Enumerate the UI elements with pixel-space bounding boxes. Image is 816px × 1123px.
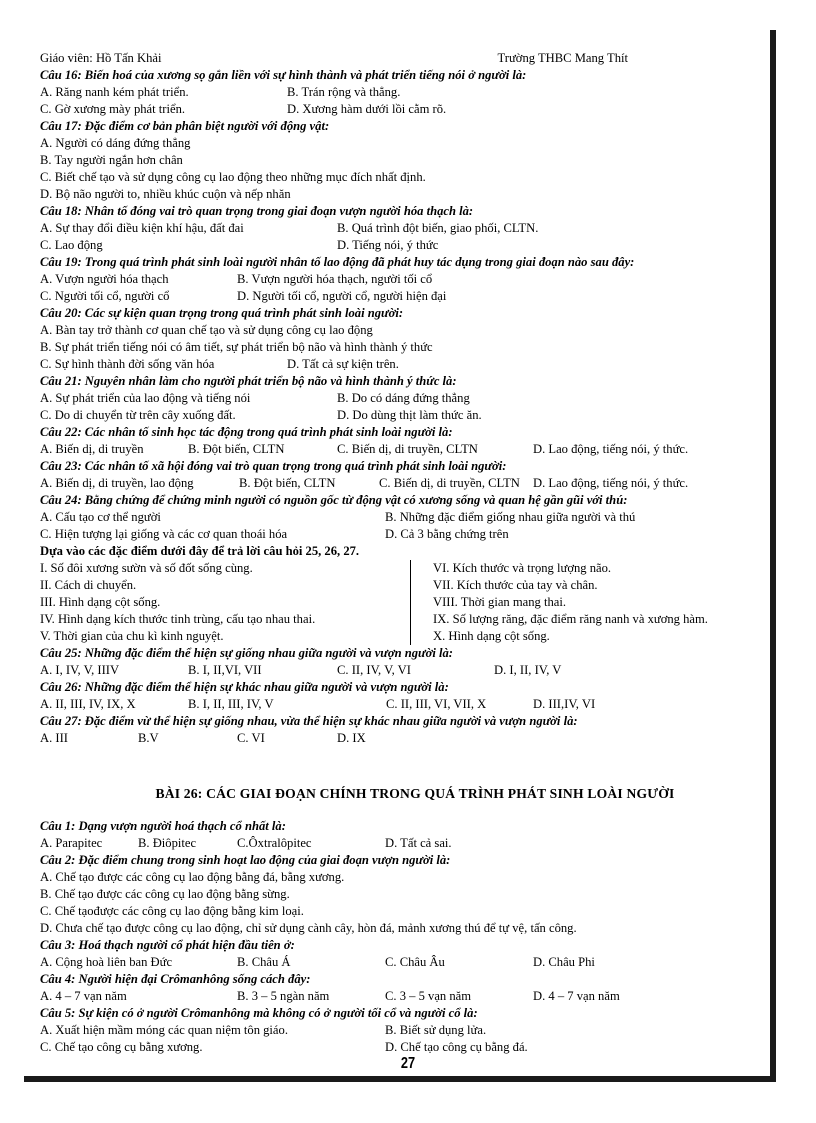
answer-row [40, 339, 770, 356]
answer-option: C. Chế tạođược các công cụ lao động bằng kim loại. [40, 904, 304, 918]
answer-option: C.Ôxtralôpitec [237, 836, 312, 850]
answer-option: A. I, IV, V, IIIV [40, 663, 120, 677]
answer-option: A. Người có dáng đứng thẳng [40, 136, 191, 150]
question-stem: Câu 20: Các sự kiện quan trọng trong quá trình phát sinh loài người: [40, 306, 404, 320]
answer-option: C. Sự hình thành đời sống văn hóa [40, 357, 215, 371]
question-stem: Câu 26: Những đặc điểm thể hiện sự khác nhau giữa người và vượn người là: [40, 680, 449, 694]
feature-item: VIII. Thời gian mang thai. [433, 595, 567, 609]
answer-option: B. Quá trình đột biến, giao phối, CLTN. [337, 221, 539, 235]
answer-option: D. Chế tạo công cụ bằng đá. [385, 1040, 528, 1054]
answer-option: A. Vượn người hóa thạch [40, 272, 169, 286]
answer-option: A. Răng nanh kém phát triển. [40, 85, 189, 99]
answer-option: C. Biến dị, di truyền, CLTN [337, 442, 478, 456]
feature-item: IX. Số lượng răng, đặc điểm răng nanh và xương hàm. [433, 612, 708, 626]
feature-item: III. Hình dạng cột sống. [40, 595, 161, 609]
answer-row [40, 441, 770, 458]
answer-option: A. Bàn tay trở thành cơ quan chế tạo và sử dụng công cụ lao động [40, 323, 373, 337]
feature-item: I. Số đôi xương sườn và số đốt sống cùng. [40, 561, 253, 575]
answer-option: B. Đột biến, CLTN [188, 442, 285, 456]
question-stem: Câu 5: Sự kiện có ở người Crômanhông mà không có ở người tối cổ và người cổ là: [40, 1006, 478, 1020]
answer-row [40, 271, 770, 288]
answer-option: C. II, IV, V, VI [337, 663, 411, 677]
answer-option: A. Biến dị, di truyền [40, 442, 144, 456]
answer-row [40, 169, 770, 186]
answer-option: C. Người tối cổ, người cổ [40, 289, 170, 303]
answer-option: B. Điôpitec [138, 836, 197, 850]
answer-option: C. Biết chế tạo và sử dụng công cụ lao động theo những mục đích nhất định. [40, 170, 426, 184]
answer-option: D. III,IV, VI [533, 697, 596, 711]
feature-item: X. Hình dạng cột sống. [433, 629, 550, 643]
answer-option: C. VI [237, 731, 265, 745]
feature-item: II. Cách di chuyển. [40, 578, 137, 592]
answer-option: D. Chưa chế tạo được công cụ lao động, chỉ sử dụng cành cây, hòn đá, mảnh xương thú để tự vệ, tấn công. [40, 921, 577, 935]
answer-option: B. I, II, III, IV, V [188, 697, 274, 711]
answer-row [40, 390, 770, 407]
answer-option: A. Sự thay đổi điều kiện khí hậu, đất đai [40, 221, 244, 235]
page-number: 27 [400, 1055, 416, 1072]
answer-row [40, 475, 770, 492]
answer-row [40, 1039, 770, 1056]
answer-option: D. Lao động, tiếng nói, ý thức. [533, 476, 689, 490]
answer-row [40, 322, 770, 339]
answer-row [40, 886, 770, 903]
answer-row [40, 135, 770, 152]
answer-option: C. Hiện tượng lại giống và các cơ quan thoái hóa [40, 527, 288, 541]
answer-option: C. Do di chuyển từ trên cây xuống đất. [40, 408, 236, 422]
answer-option: D. 4 – 7 vạn năm [533, 989, 620, 1003]
answer-row [40, 356, 770, 373]
answer-option: C. Lao động [40, 238, 103, 252]
answer-row [40, 835, 770, 852]
questions-16-24 [40, 67, 770, 543]
feature-list-left [40, 560, 410, 645]
answer-option: A. III [40, 731, 68, 745]
answer-option: D. Tiếng nói, ý thức [337, 238, 439, 252]
answer-option: A. Xuất hiện mầm móng các quan niệm tôn giáo. [40, 1023, 288, 1037]
answer-option: A. Cộng hoà liên ban Đức [40, 955, 173, 969]
page-header [40, 50, 628, 67]
answer-option: B. Biết sử dụng lửa. [385, 1023, 487, 1037]
answer-option: B. Tay người ngắn hơn chân [40, 153, 183, 167]
answer-row [40, 186, 770, 203]
answer-option: B. 3 – 5 ngàn năm [237, 989, 330, 1003]
question-stem: Câu 2: Đặc điểm chung trong sinh hoạt lao động của giai đoạn vượn người là: [40, 853, 451, 867]
answer-option: B. Vượn người hóa thạch, người tối cổ [237, 272, 433, 286]
answer-option: A. Parapitec [40, 836, 103, 850]
answer-row [40, 526, 770, 543]
answer-option: D. Tất cả sự kiện trên. [287, 357, 399, 371]
answer-option: D. Xương hàm dưới lồi cằm rõ. [287, 102, 447, 116]
answer-row [40, 84, 770, 101]
question-stem: Câu 23: Các nhân tố xã hội đóng vai trò quan trọng trong quá trình phát sinh loài người: [40, 459, 507, 473]
school-name: Trường THBC Mang Thít [497, 51, 628, 65]
question-stem: Câu 22: Các nhân tố sinh học tác động trong quá trình phát sinh loài người là: [40, 425, 453, 439]
answer-option: C. 3 – 5 vạn năm [385, 989, 472, 1003]
answer-option: C. Biến dị, di truyền, CLTN [379, 476, 520, 490]
question-stem: Câu 3: Hoá thạch người cổ phát hiện đầu tiên ở: [40, 938, 295, 952]
answer-option: D. Cả 3 bằng chứng trên [385, 527, 509, 541]
feature-item: V. Thời gian của chu kì kinh nguyệt. [40, 629, 224, 643]
answer-option: D. Người tối cổ, người cổ, người hiện đại [237, 289, 447, 303]
answer-option: D. Bộ não người to, nhiều khúc cuộn và nếp nhăn [40, 187, 291, 201]
answer-option: A. Cấu tạo cơ thể người [40, 510, 161, 524]
answer-option: C. II, III, VI, VII, X [386, 697, 487, 711]
document-page [40, 50, 770, 1056]
question-stem: Câu 16: Biến hoá của xương sọ gắn liền với sự hình thành và phát triển tiếng nói ở người là: [40, 68, 527, 82]
answer-option: A. 4 – 7 vạn năm [40, 989, 127, 1003]
answer-option: D. Tất cả sai. [385, 836, 452, 850]
answer-option: B. Châu Á [237, 955, 291, 969]
answer-row [40, 509, 770, 526]
feature-item: IV. Hình dạng kích thước tinh trùng, cấu tạo nhau thai. [40, 612, 316, 626]
feature-list [40, 560, 770, 645]
answer-option: D. Lao động, tiếng nói, ý thức. [533, 442, 689, 456]
answer-option: D. Do dùng thịt làm thức ăn. [337, 408, 482, 422]
answer-row [40, 920, 770, 937]
answer-option: A. Sự phát triển của lao động và tiếng nói [40, 391, 251, 405]
answer-option: B. Sự phát triển tiếng nói có âm tiết, sự phát triển bộ não và hình thành ý thức [40, 340, 433, 354]
answer-row [40, 988, 770, 1005]
instruction-line: Dựa vào các đặc điểm dưới đây để trả lời câu hỏi 25, 26, 27. [40, 544, 360, 558]
teacher-name: Giáo viên: Hồ Tấn Khải [40, 51, 162, 65]
question-stem: Câu 21: Nguyên nhân làm cho người phát triển bộ não và hình thành ý thức là: [40, 374, 457, 388]
answer-option: D. IX [337, 731, 366, 745]
answer-row [40, 730, 770, 747]
answer-option: B. Chế tạo được các công cụ lao động bằng sừng. [40, 887, 290, 901]
answer-row [40, 152, 770, 169]
question-stem: Câu 1: Dạng vượn người hoá thạch cổ nhất là: [40, 819, 286, 833]
feature-item: VII. Kích thước của tay và chân. [433, 578, 598, 592]
answer-row [40, 954, 770, 971]
question-stem: Câu 18: Nhân tố đóng vai trò quan trọng trong giai đoạn vượn người hóa thạch là: [40, 204, 474, 218]
question-stem: Câu 19: Trong quá trình phát sinh loài người nhân tố lao động đã phát huy tác dụng trong giai đoạn nào sau đây: [40, 255, 635, 269]
answer-row [40, 903, 770, 920]
answer-option: C. Châu Âu [385, 955, 445, 969]
answer-option: B. I, II,VI, VII [188, 663, 262, 677]
feature-item: VI. Kích thước và trọng lượng não. [433, 561, 612, 575]
answer-row [40, 869, 770, 886]
question-stem: Câu 27: Đặc điểm vừ thể hiện sự giống nhau, vừa thể hiện sự khác nhau giữa người và vượn người là: [40, 714, 578, 728]
answer-row [40, 1022, 770, 1039]
answer-option: A. Chế tạo được các công cụ lao động bằng đá, bằng xương. [40, 870, 345, 884]
answer-row [40, 101, 770, 118]
answer-option: B. Đột biến, CLTN [239, 476, 336, 490]
answer-row [40, 237, 770, 254]
answer-option: A. Biến dị, di truyền, lao động [40, 476, 194, 490]
questions-25-27 [40, 645, 770, 747]
answer-option: D. I, II, IV, V [494, 663, 562, 677]
answer-option: B. Những đặc điểm giống nhau giữa người và thú [385, 510, 636, 524]
question-stem: Câu 17: Đặc điểm cơ bản phân biệt người với động vật: [40, 119, 330, 133]
answer-row [40, 407, 770, 424]
question-stem: Câu 4: Người hiện đại Crômanhông sống cách đây: [40, 972, 311, 986]
questions-lesson-26 [40, 818, 770, 1056]
answer-option: B. Trán rộng và thẳng. [287, 85, 401, 99]
answer-row [40, 696, 770, 713]
feature-list-right [410, 560, 708, 645]
answer-row [40, 662, 770, 679]
question-stem: Câu 24: Bằng chứng để chứng minh người có nguồn gốc từ động vật có xương sống và quan hệ gần gũi với thú: [40, 493, 628, 507]
question-stem: Câu 25: Những đặc điểm thể hiện sự giống nhau giữa người và vượn người là: [40, 646, 453, 660]
answer-option: C. Chế tạo công cụ bằng xương. [40, 1040, 203, 1054]
answer-option: C. Gờ xương mày phát triển. [40, 102, 186, 116]
answer-row [40, 288, 770, 305]
answer-option: D. Châu Phi [533, 955, 595, 969]
answer-row [40, 220, 770, 237]
answer-option: A. II, III, IV, IX, X [40, 697, 136, 711]
answer-option: B. Do có dáng đứng thẳng [337, 391, 470, 405]
section-title: BÀI 26: CÁC GIAI ĐOẠN CHÍNH TRONG QUÁ TRÌNH PHÁT SINH LOÀI NGƯỜI [155, 786, 675, 801]
answer-option: B.V [138, 731, 159, 745]
